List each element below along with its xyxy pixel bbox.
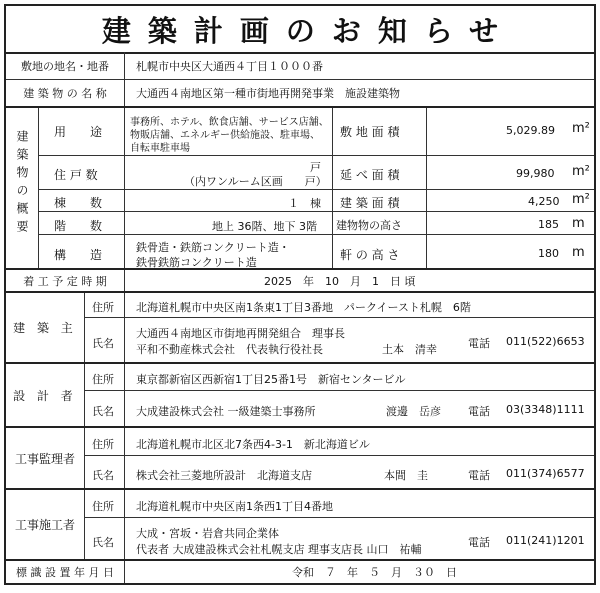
units-label: 住 戸 数: [54, 168, 98, 182]
structure-label: 構 造: [54, 248, 103, 262]
floor-area-label: 延 べ 面 積: [340, 168, 400, 182]
owner-name-label: 氏名: [92, 337, 114, 350]
site-label: 敷地の地名・地番: [21, 59, 109, 73]
height-unit: m: [572, 216, 585, 231]
height-value: 185: [538, 218, 559, 231]
designer-label: 設 計 者: [13, 388, 77, 403]
supervisor-label: 工事監理者: [14, 451, 75, 466]
overview-block: [6, 108, 594, 270]
contractor-name-line-1: 大成・宮坂・岩倉共同企業体: [136, 527, 279, 540]
posted-label: 標 識 設 置 年 月 日: [16, 566, 114, 579]
contractor-label: 工事施工者: [14, 518, 75, 532]
supervisor-person: 本間 圭: [384, 469, 428, 482]
posted-row: [6, 561, 594, 583]
start-value: 2025 年 10 月 1 日 頃: [264, 274, 416, 288]
designer-name-label: 氏名: [92, 405, 114, 418]
owner-tel-label: 電話: [468, 337, 490, 350]
supervisor-name: 株式会社三菱地所設計 北海道支店: [136, 469, 312, 482]
site-row: [6, 52, 594, 80]
floors-value: 地上 36階、地下 3階: [212, 220, 317, 233]
supervisor-tel-label: 電話: [468, 469, 490, 482]
posted-value: 令和 ７ 年 ５ 月 ３０ 日: [292, 566, 457, 579]
eaves-unit: m: [572, 245, 585, 260]
floors-label: 階 数: [54, 219, 103, 233]
height-label: 建物物の高さ: [336, 219, 402, 232]
building-area-unit: m²: [572, 192, 590, 207]
designer-person: 渡邊 岳彦: [386, 405, 441, 418]
owner-label: 建 築 主: [13, 321, 77, 335]
use-label: 用 途: [54, 125, 103, 139]
notice-title: 建築計画のお知らせ: [6, 6, 594, 54]
buildings-value: １ 棟: [288, 197, 321, 210]
structure-line-1: 鉄骨造・鉄筋コンクリート造・: [136, 241, 290, 254]
contractor-address: 北海道札幌市中央区南1条西1丁目4番地: [136, 500, 333, 513]
start-row: [6, 270, 594, 293]
notice-board: [4, 4, 596, 585]
floor-area-unit: m²: [572, 164, 590, 179]
contractor-tel: 011(241)1201: [506, 534, 585, 547]
designer-tel: 03(3348)1111: [506, 403, 585, 416]
overview-label: 建築物の概要: [15, 130, 29, 238]
use-line-1: 事務所、ホテル、飲食店舗、サービス店舗、: [130, 117, 329, 128]
contractor-block: [6, 490, 594, 561]
site-value: 札幌市中央区大通西４丁目１０００番: [136, 59, 323, 73]
eaves-value: 180: [538, 247, 559, 260]
designer-block: [6, 364, 594, 428]
building-area-value: 4,250: [528, 195, 560, 208]
owner-name-line-1: 大通西４南地区市街地再開発組合 理事長: [136, 327, 345, 340]
owner-block: [6, 293, 594, 364]
use-line-3: 自転車駐車場: [130, 143, 190, 154]
designer-address: 東京都新宿区西新宿1丁目25番1号 新宿センタービル: [136, 373, 406, 386]
floor-area-value: 99,980: [516, 167, 555, 180]
building-name-value: 大通西４南地区第一種市街地再開発事業 施設建築物: [136, 87, 400, 100]
designer-address-label: 住所: [92, 373, 114, 386]
owner-name-line-2: 平和不動産株式会社 代表執行役社長: [136, 343, 323, 356]
site-area-label: 敷 地 面 積: [340, 125, 400, 139]
site-area-unit: m²: [572, 121, 590, 136]
contractor-name-line-2: 代表者 大成建設株式会社札幌支店 理事支店長 山口 祐輔: [136, 543, 422, 556]
building-name-row: [6, 80, 594, 108]
supervisor-name-label: 氏名: [92, 469, 114, 482]
start-label: 着 工 予 定 時 期: [23, 274, 107, 288]
structure-line-2: 鉄骨鉄筋コンクリート造: [136, 256, 257, 269]
supervisor-tel: 011(374)6577: [506, 467, 585, 480]
contractor-tel-label: 電話: [468, 536, 490, 549]
eaves-label: 軒 の 高 さ: [340, 248, 400, 262]
supervisor-block: [6, 428, 594, 490]
designer-name: 大成建設株式会社 一級建築士事務所: [136, 405, 316, 418]
buildings-label: 棟 数: [54, 196, 103, 210]
owner-address-label: 住所: [92, 301, 114, 314]
contractor-name-label: 氏名: [92, 536, 114, 549]
designer-tel-label: 電話: [468, 405, 490, 418]
units-oneroom: （内ワンルーム区画 戸）: [184, 175, 327, 188]
supervisor-address: 北海道札幌市北区北7条西4-3-1 新北海道ビル: [136, 438, 370, 451]
building-area-label: 建 築 面 積: [340, 196, 400, 210]
use-line-2: 物販店舗、エネルギー供給施設、駐車場、: [130, 130, 320, 141]
supervisor-address-label: 住所: [92, 438, 114, 451]
contractor-address-label: 住所: [92, 500, 114, 513]
owner-tel: 011(522)6653: [506, 335, 585, 348]
building-name-label: 建 築 物 の 名 称: [23, 87, 107, 100]
units-value: 戸: [310, 161, 321, 174]
site-area-value: 5,029.89: [506, 124, 555, 137]
owner-address: 北海道札幌市中央区南1条東1丁目3番地 パークイースト札幌 6階: [136, 301, 471, 314]
owner-person: 土本 清幸: [382, 343, 437, 356]
